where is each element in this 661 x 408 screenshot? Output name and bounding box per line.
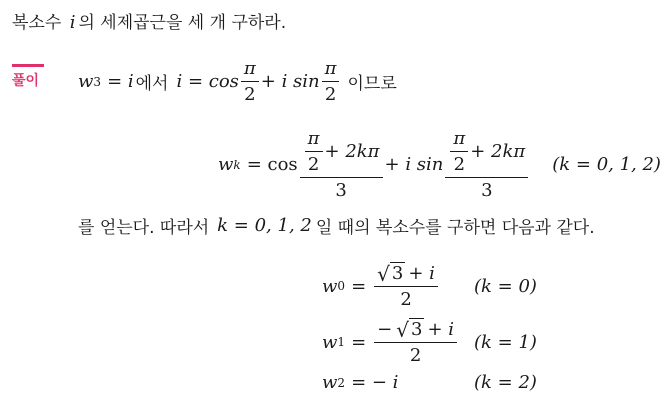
radical-icon: √ (377, 262, 390, 286)
line3-a: 를 얻는다. 따라서 (78, 218, 210, 238)
eq-sign: = (351, 331, 367, 353)
w2-w: w (322, 372, 338, 393)
frac-num: π (307, 128, 320, 149)
frac-num: π (324, 58, 337, 79)
problem-statement (12, 8, 286, 33)
wk-sub: k (233, 157, 241, 172)
root-w1 (322, 318, 537, 366)
wk-fraction-b (445, 128, 528, 201)
line3-b: 일 때의 복소수를 구하면 다음과 같다. (315, 218, 595, 238)
w1-fraction (374, 318, 457, 366)
frac-num: π (243, 58, 256, 79)
w0-fraction (374, 262, 438, 310)
eq-sign: = (351, 275, 367, 297)
problem-prefix: 복소수 (12, 13, 62, 33)
w1-w: w (322, 331, 338, 353)
w1-condition: (k = 1) (474, 331, 537, 353)
root-w2 (322, 372, 537, 393)
frac-num (445, 128, 528, 177)
fraction-pi-over-2-b (322, 58, 340, 105)
minus-sign: − (377, 318, 393, 340)
w0-w: w (322, 275, 338, 297)
wk-condition: (k = 0, 1, 2) (552, 154, 661, 175)
w0-condition: (k = 0) (474, 275, 537, 297)
plus-isin: + i sin (260, 71, 320, 92)
frac-num (374, 262, 438, 286)
frac-num: π (453, 128, 466, 149)
w-symbol: w (78, 71, 94, 92)
frac-den: 3 (335, 180, 347, 201)
w2-value: = − i (351, 372, 399, 393)
root-w0 (322, 262, 537, 310)
wk-eq-cos: = cos (246, 154, 298, 175)
w2-sub: 2 (337, 375, 346, 390)
frac-den: 2 (400, 289, 412, 310)
sqrt-3 (377, 262, 405, 284)
line-3 (78, 213, 595, 238)
solution-label: 풀이 (12, 73, 40, 89)
wk-fraction-a (300, 128, 383, 201)
sqrt-3 (396, 318, 424, 340)
radical-icon: √ (396, 318, 409, 342)
problem-var: i (69, 12, 76, 33)
wk-plus-isin: + i sin (384, 154, 444, 175)
w1-sub: 1 (337, 335, 346, 349)
radicand: 3 (391, 263, 404, 284)
wk-formula (218, 128, 661, 201)
fraction-pi-over-2-a (241, 58, 259, 105)
frac-den: 2 (324, 84, 337, 105)
josa-eseo: 에서 (135, 74, 169, 94)
plus-i: + i (427, 318, 455, 340)
w0-sub: 0 (337, 279, 346, 293)
radicand: 3 (411, 319, 423, 340)
plus-2kpi: + 2kπ (470, 141, 526, 162)
w2-condition: (k = 2) (474, 372, 537, 393)
problem-suffix: 의 세제곱근을 세 개 구하라. (78, 13, 287, 33)
frac-den: 2 (244, 84, 256, 105)
inner-pi-over-2 (305, 128, 323, 175)
frac-den: 3 (481, 180, 493, 201)
plus-i: + i (408, 262, 435, 284)
frac-den: 2 (409, 345, 422, 366)
w-exponent: 3 (93, 74, 102, 89)
frac-num (374, 318, 457, 342)
frac-den: 2 (307, 154, 320, 175)
k-values: k = 0, 1, 2 (217, 215, 312, 236)
wk-w: w (218, 154, 234, 175)
eq-i: = i (107, 71, 134, 92)
plus-2kpi: + 2kπ (324, 141, 380, 162)
frac-num (300, 128, 383, 177)
imeuro: 이므로 (347, 74, 397, 94)
i-eq-cos: i = cos (176, 71, 239, 92)
line-1 (78, 58, 397, 105)
inner-pi-over-2 (450, 128, 468, 175)
frac-den: 2 (453, 154, 466, 175)
solution-label-bar (12, 64, 44, 67)
